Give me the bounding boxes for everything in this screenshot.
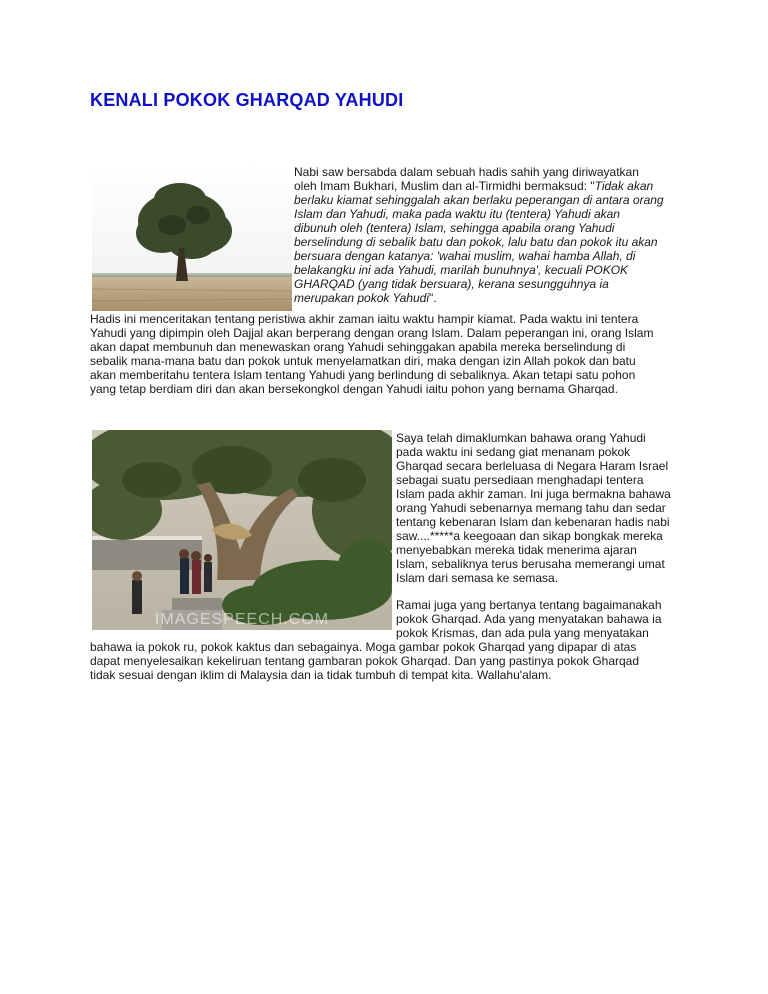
intro-line: [294, 179, 653, 193]
intro-line: [294, 221, 614, 235]
line-text: Tidak akan: [594, 179, 654, 193]
intro-line: [294, 291, 437, 305]
paragraph-line: saw....*****a keegoaan dan sikap bongkak mereka: [396, 529, 663, 543]
paragraph-line: Saya telah dimaklumkan bahawa orang Yahudi: [396, 431, 646, 445]
paragraph-line: pada waktu ini sedang giat menanam pokok: [396, 445, 631, 459]
intro-line: [294, 263, 628, 277]
line-text: belakangku ini ada Yahudi, marilah bunuhnya', kecuali POKOK: [294, 263, 629, 277]
intro-line: [294, 235, 658, 249]
gharqad-tree-photo: [92, 430, 392, 630]
paragraph-line: bahawa ia pokok ru, pokok kaktus dan sebagainya. Moga gambar pokok Gharqad yang dipapar di atas: [90, 640, 637, 654]
paragraph-line: sebalik mana-mana batu dan pokok untuk menyelamatkan diri, maka dengan izin Allah pokok dan batu: [90, 354, 636, 368]
paragraph-line: Ramai juga yang bertanya tentang bagaimanakah: [396, 598, 662, 612]
line-text: berlaku kiamat sehinggalah akan berlaku peperangan di antara orang: [294, 193, 664, 207]
paragraph-line: Yahudi yang dipimpin oleh Dajjal akan berperang dengan orang Islam. Dalam peperangan ini, orang Islam: [90, 326, 654, 340]
paragraph-line: pokok Gharqad. Ada yang menyatakan bahawa ia: [396, 612, 662, 626]
article-title: KENALI POKOK GHARQAD YAHUDI: [90, 90, 404, 110]
line-text: oleh Imam Bukhari, Muslim dan al-Tirmidhi bermaksud: ": [294, 179, 595, 193]
paragraph-line: akan memberitahu tentera Islam tentang Yahudi yang berlindung di sebaliknya. Akan tetapi satu pohon: [90, 368, 636, 382]
paragraph-line: Islam pada akhir zaman. Ini juga bermakna bahawa: [396, 487, 671, 501]
line-text: merupakan pokok Yahudi: [294, 291, 429, 305]
intro-line: [294, 277, 609, 291]
line-text: Nabi saw bersabda dalam sebuah hadis sahih yang diriwayatkan: [294, 165, 639, 179]
paragraph-line: Islam, sebaliknya terus berusaha memerangi umat: [396, 557, 665, 571]
paragraph-line: menyebabkan mereka tidak menerima ajaran: [396, 543, 637, 557]
lone-tree-photo: [92, 163, 292, 311]
paragraph-line: Gharqad secara berleluasa di Negara Haram Israel: [396, 459, 669, 473]
paragraph-line: tentang kebenaran Islam dan kebenaran hadis nabi: [396, 515, 670, 529]
paragraph-line: Hadis ini menceritakan tentang peristiwa akhir zaman iaitu waktu hampir kiamat. Pada waktu ini tentera: [90, 312, 639, 326]
paragraph-line: akan dapat membunuh dan menewaskan orang Yahudi sehinggakan apabila mereka berselindung di: [90, 340, 626, 354]
line-text: berselindung di sebalik batu dan pokok, lalu batu dan pokok itu akan: [294, 235, 658, 249]
image-watermark: IMAGESPEECH.COM: [154, 611, 330, 628]
line-text: ".: [428, 291, 437, 305]
paragraph-line: orang Yahudi sebenarnya memang tahu dan sedar: [396, 501, 666, 515]
intro-line: [294, 165, 639, 179]
intro-line: [294, 249, 635, 263]
paragraph-line: pokok Krismas, dan ada pula yang menyatakan: [396, 626, 649, 640]
paragraph-line: yang tetap berdiam diri dan akan bersekongkol dengan Yahudi iaitu pohon yang bernama Gharqad.: [90, 382, 618, 396]
line-text: Islam dan Yahudi, maka pada waktu itu (tentera) Yahudi akan: [294, 207, 620, 221]
line-text: GHARQAD (yang tidak bersuara), kerana sesungguhnya ia: [294, 277, 609, 291]
paragraph-line: tidak sesuai dengan iklim di Malaysia dan ia tidak tumbuh di tempat kita. Wallahu'alam.: [90, 668, 552, 682]
line-text: dibunuh oleh (tentera) Islam, sehingga apabila orang Yahudi: [294, 221, 615, 235]
line-text: bersuara dengan katanya: 'wahai muslim, wahai hamba Allah, di: [294, 249, 636, 263]
paragraph-line: sebagai suatu persediaan menghadapi tentera: [396, 473, 644, 487]
intro-line: [294, 193, 664, 207]
paragraph-line: Islam dari semasa ke semasa.: [396, 571, 559, 585]
intro-line: [294, 207, 620, 221]
paragraph-line: dapat menyelesaikan kekeliruan tentang gambaran pokok Gharqad. Dan yang pastinya pokok Gharqad: [90, 654, 640, 668]
